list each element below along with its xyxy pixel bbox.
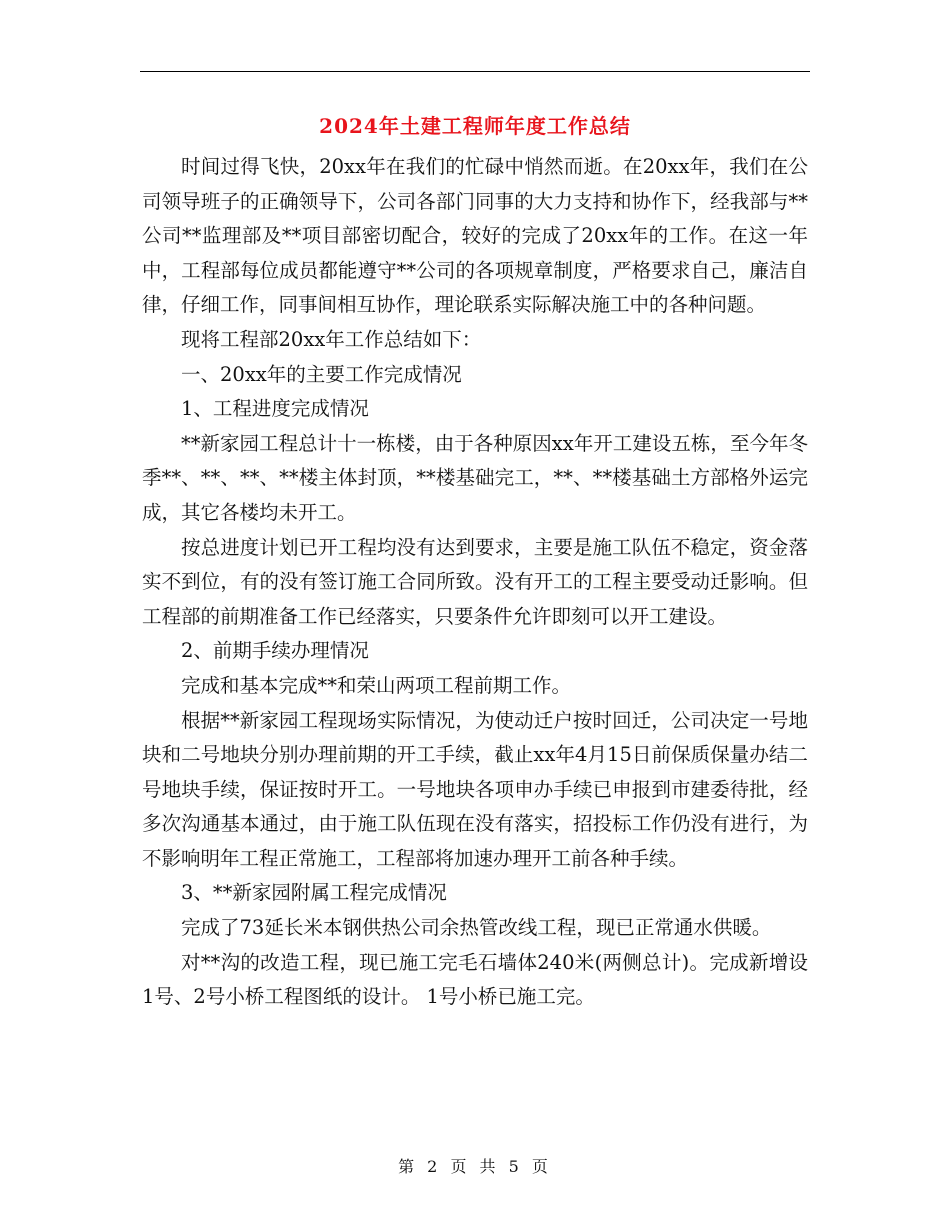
- subheading-progress: 1、工程进度完成情况: [181, 397, 369, 421]
- document-title: 2024年土建工程师年度工作总结: [319, 114, 631, 138]
- section-heading-1: 一、20xx年的主要工作完成情况: [181, 362, 462, 386]
- header-rule: [140, 71, 810, 72]
- paragraph-ditch-renovation: 对**沟的改造工程，现已施工完毛石墙体240米(两侧总计)。完成新增设1号、2号小桥工程图纸的设计。 1号小桥已施工完。: [142, 950, 808, 1009]
- paragraph-heating-pipe: 完成了73延长米本钢供热公司余热管改线工程，现已正常通水供暖。: [181, 916, 772, 940]
- paragraph-site-situation: 根据**新家园工程现场实际情况，为使动迁户按时回迁，公司决定一号地块和二号地块分别办理前期的开工手续，截止xx年4月15日前保质保量办结二号地块手续，保证按时开工。一号地块各项申办手续已申报到市建委待批，经多次沟通基本通过，由于施工队伍现在没有落实，招投标工作仍没有进行，为不影响明年工程正常施工，工程部将加速办理开工前各种手续。: [142, 708, 808, 870]
- paragraph-intro: 时间过得飞快，20xx年在我们的忙碌中悄然而逝。在20xx年，我们在公司领导班子的正确领导下，公司各部门同事的大力支持和协作下，经我部与**公司**监理部及**项目部密切配合，较好的完成了20xx年的工作。在这一年中，工程部每位成员都能遵守**公司的各项规章制度，严格要求自己，廉洁自律，仔细工作，同事间相互协作，理论联系实际解决施工中的各种问题。: [142, 155, 808, 317]
- page-number: 第 2 页 共 5 页: [398, 1157, 552, 1176]
- paragraph-schedule: 按总进度计划已开工程均没有达到要求，主要是施工队伍不稳定，资金落实不到位，有的没有签订施工合同所致。没有开工的工程主要受动迁影响。但工程部的前期准备工作已经落实，只要条件允许即刻可以开工建设。: [142, 535, 808, 628]
- subheading-ancillary: 3、**新家园附属工程完成情况: [181, 881, 447, 905]
- paragraph-progress: **新家园工程总计十一栋楼，由于各种原因xx年开工建设五栋，至今年冬季**、**、**、**楼主体封顶，**楼基础完工，**、**楼基础土方部格外运完成，其它各楼均未开工。: [142, 431, 808, 524]
- paragraph-procedures: 完成和基本完成**和荣山两项工程前期工作。: [181, 673, 572, 697]
- subheading-procedures: 2、前期手续办理情况: [181, 639, 369, 663]
- document-body: [142, 150, 808, 1015]
- paragraph-summary-lead: 现将工程部20xx年工作总结如下：: [181, 327, 482, 351]
